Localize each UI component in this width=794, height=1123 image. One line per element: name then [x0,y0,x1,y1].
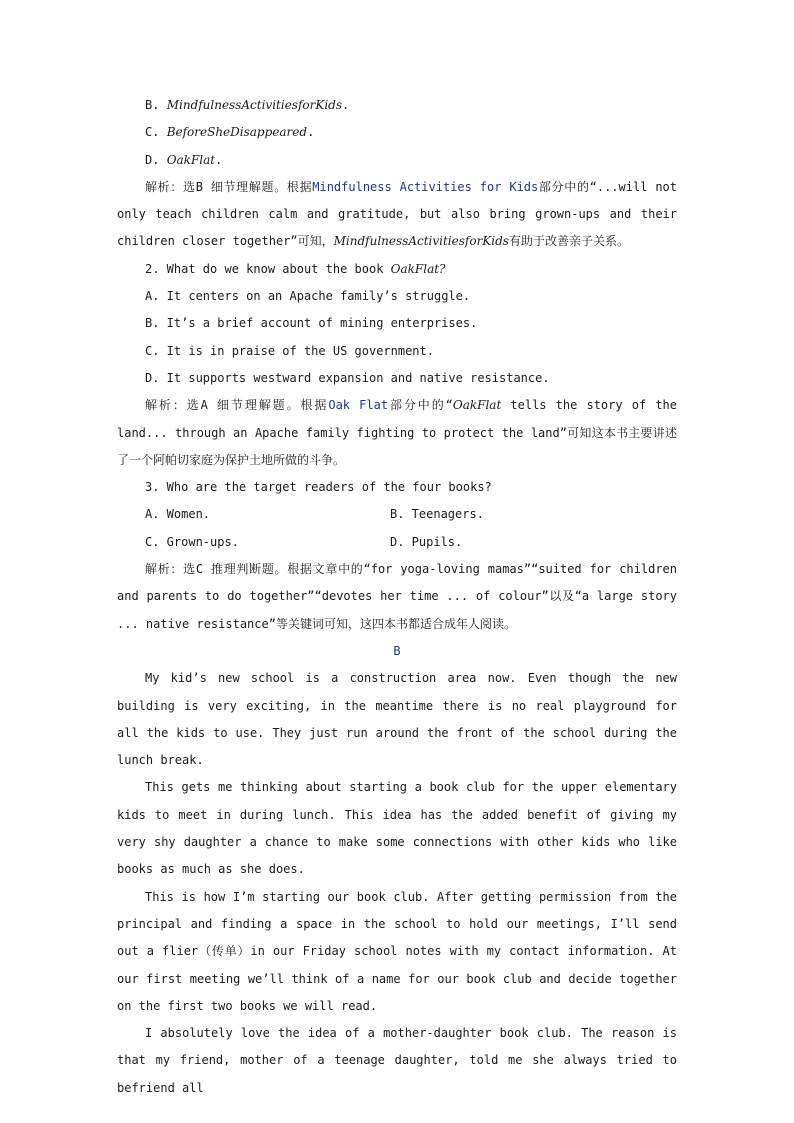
section-reference: Oak Flat [328,398,389,413]
book-title: OakFlat [166,152,216,167]
analysis-quote: 部分中的“...will not only teach children calm and gratitude, but also bring grown-ups and their children closer together”可知， [117,179,678,249]
analysis-quote: 部分中的“ [388,398,453,413]
analysis-conclusion: 有助于改善亲子关系。 [508,234,629,249]
passage-paragraph-4: I absolutely love the idea of a mother-daughter book club. The reason is that my friend, mother of a teenage daughter, told me she always tried to befriend all [117,1026,677,1095]
book-title: MindfulnessActivitiesforKids [166,98,343,112]
punctuation: . [307,125,315,140]
q2-option-b: B. It’s a brief account of mining enterprises. [145,316,478,331]
q3-analysis: 解析：选C 推理判断题。根据文章中的“for yoga-loving mamas”“suited for children and parents to do together”“devotes her time ... of colour”以及“a large story ... native resistance”等关键词可知，这四本书都适合成年人阅读。 [117,562,677,631]
q3-option-d: D. Pupils. [390,534,463,549]
analysis-conclusion: tells the story of the land... through an Apache family fighting to protect the land”可知这本书主要讲述了一个阿帕切家庭为保护土地所做的斗争。 [117,398,678,467]
analysis-lead: 解析：选B 细节理解题。根据 [145,179,313,194]
section-reference: Mindfulness Activities for Kids [312,179,539,194]
q1-option-c [117,119,677,146]
q3-option-b: B. Teenagers. [390,507,484,522]
q2-option-d: D. It supports westward expansion and native resistance. [145,370,550,385]
q3-stem: 3. Who are the target readers of the four books? [145,480,492,495]
q3-option-a: A. Women. [145,507,211,522]
passage-paragraph-3: This is how I’m starting our book club. After getting permission from the principal and finding a space in the school to hold our meetings, I’ll send out a flier（传单）in our Friday school notes with my contact information. At our first meeting we’ll think of a name for our book club and decide together on the first two books we will read. [117,889,677,1013]
q3-options-row-2 [117,529,677,556]
q2-option-a: A. It centers on an Apache family’s struggle. [145,289,471,304]
option-label: B. [145,98,167,112]
passage-paragraph-1: My kid’s new school is a construction area now. Even though the new building is very exciting, in the meantime there is no real playground for all the kids to use. They just run around the front of the school during the lunch break. [117,671,677,768]
section-heading: B [393,643,401,658]
option-label: C. [145,125,167,140]
q1-option-d [117,147,677,174]
book-title: OakFlat [452,398,502,413]
q1-analysis [117,174,677,256]
q3-options-row-1 [117,501,677,528]
option-label: D. [145,152,167,167]
q2-stem [117,256,677,283]
q2-option-c: C. It is in praise of the US government. [145,343,434,358]
book-title: BeforeSheDisappeared [166,125,308,140]
q3-option-c: C. Grown-ups. [145,534,239,549]
q1-option-b [117,92,677,119]
punctuation: . [215,152,223,167]
question-text: 2. What do we know about the book [145,261,391,276]
q2-analysis [117,392,677,474]
punctuation: . [342,98,350,112]
book-title: OakFlat? [390,261,446,276]
book-title: MindfulnessActivitiesforKids [333,234,509,249]
document-page [117,92,677,1102]
analysis-lead: 解析：选A 细节理解题。根据 [145,398,329,413]
passage-paragraph-2: This gets me thinking about starting a book club for the upper elementary kids to meet in during lunch. This idea has the added benefit of giving my very shy daughter a chance to make some connections with other kids who like books as much as she does. [117,780,677,877]
